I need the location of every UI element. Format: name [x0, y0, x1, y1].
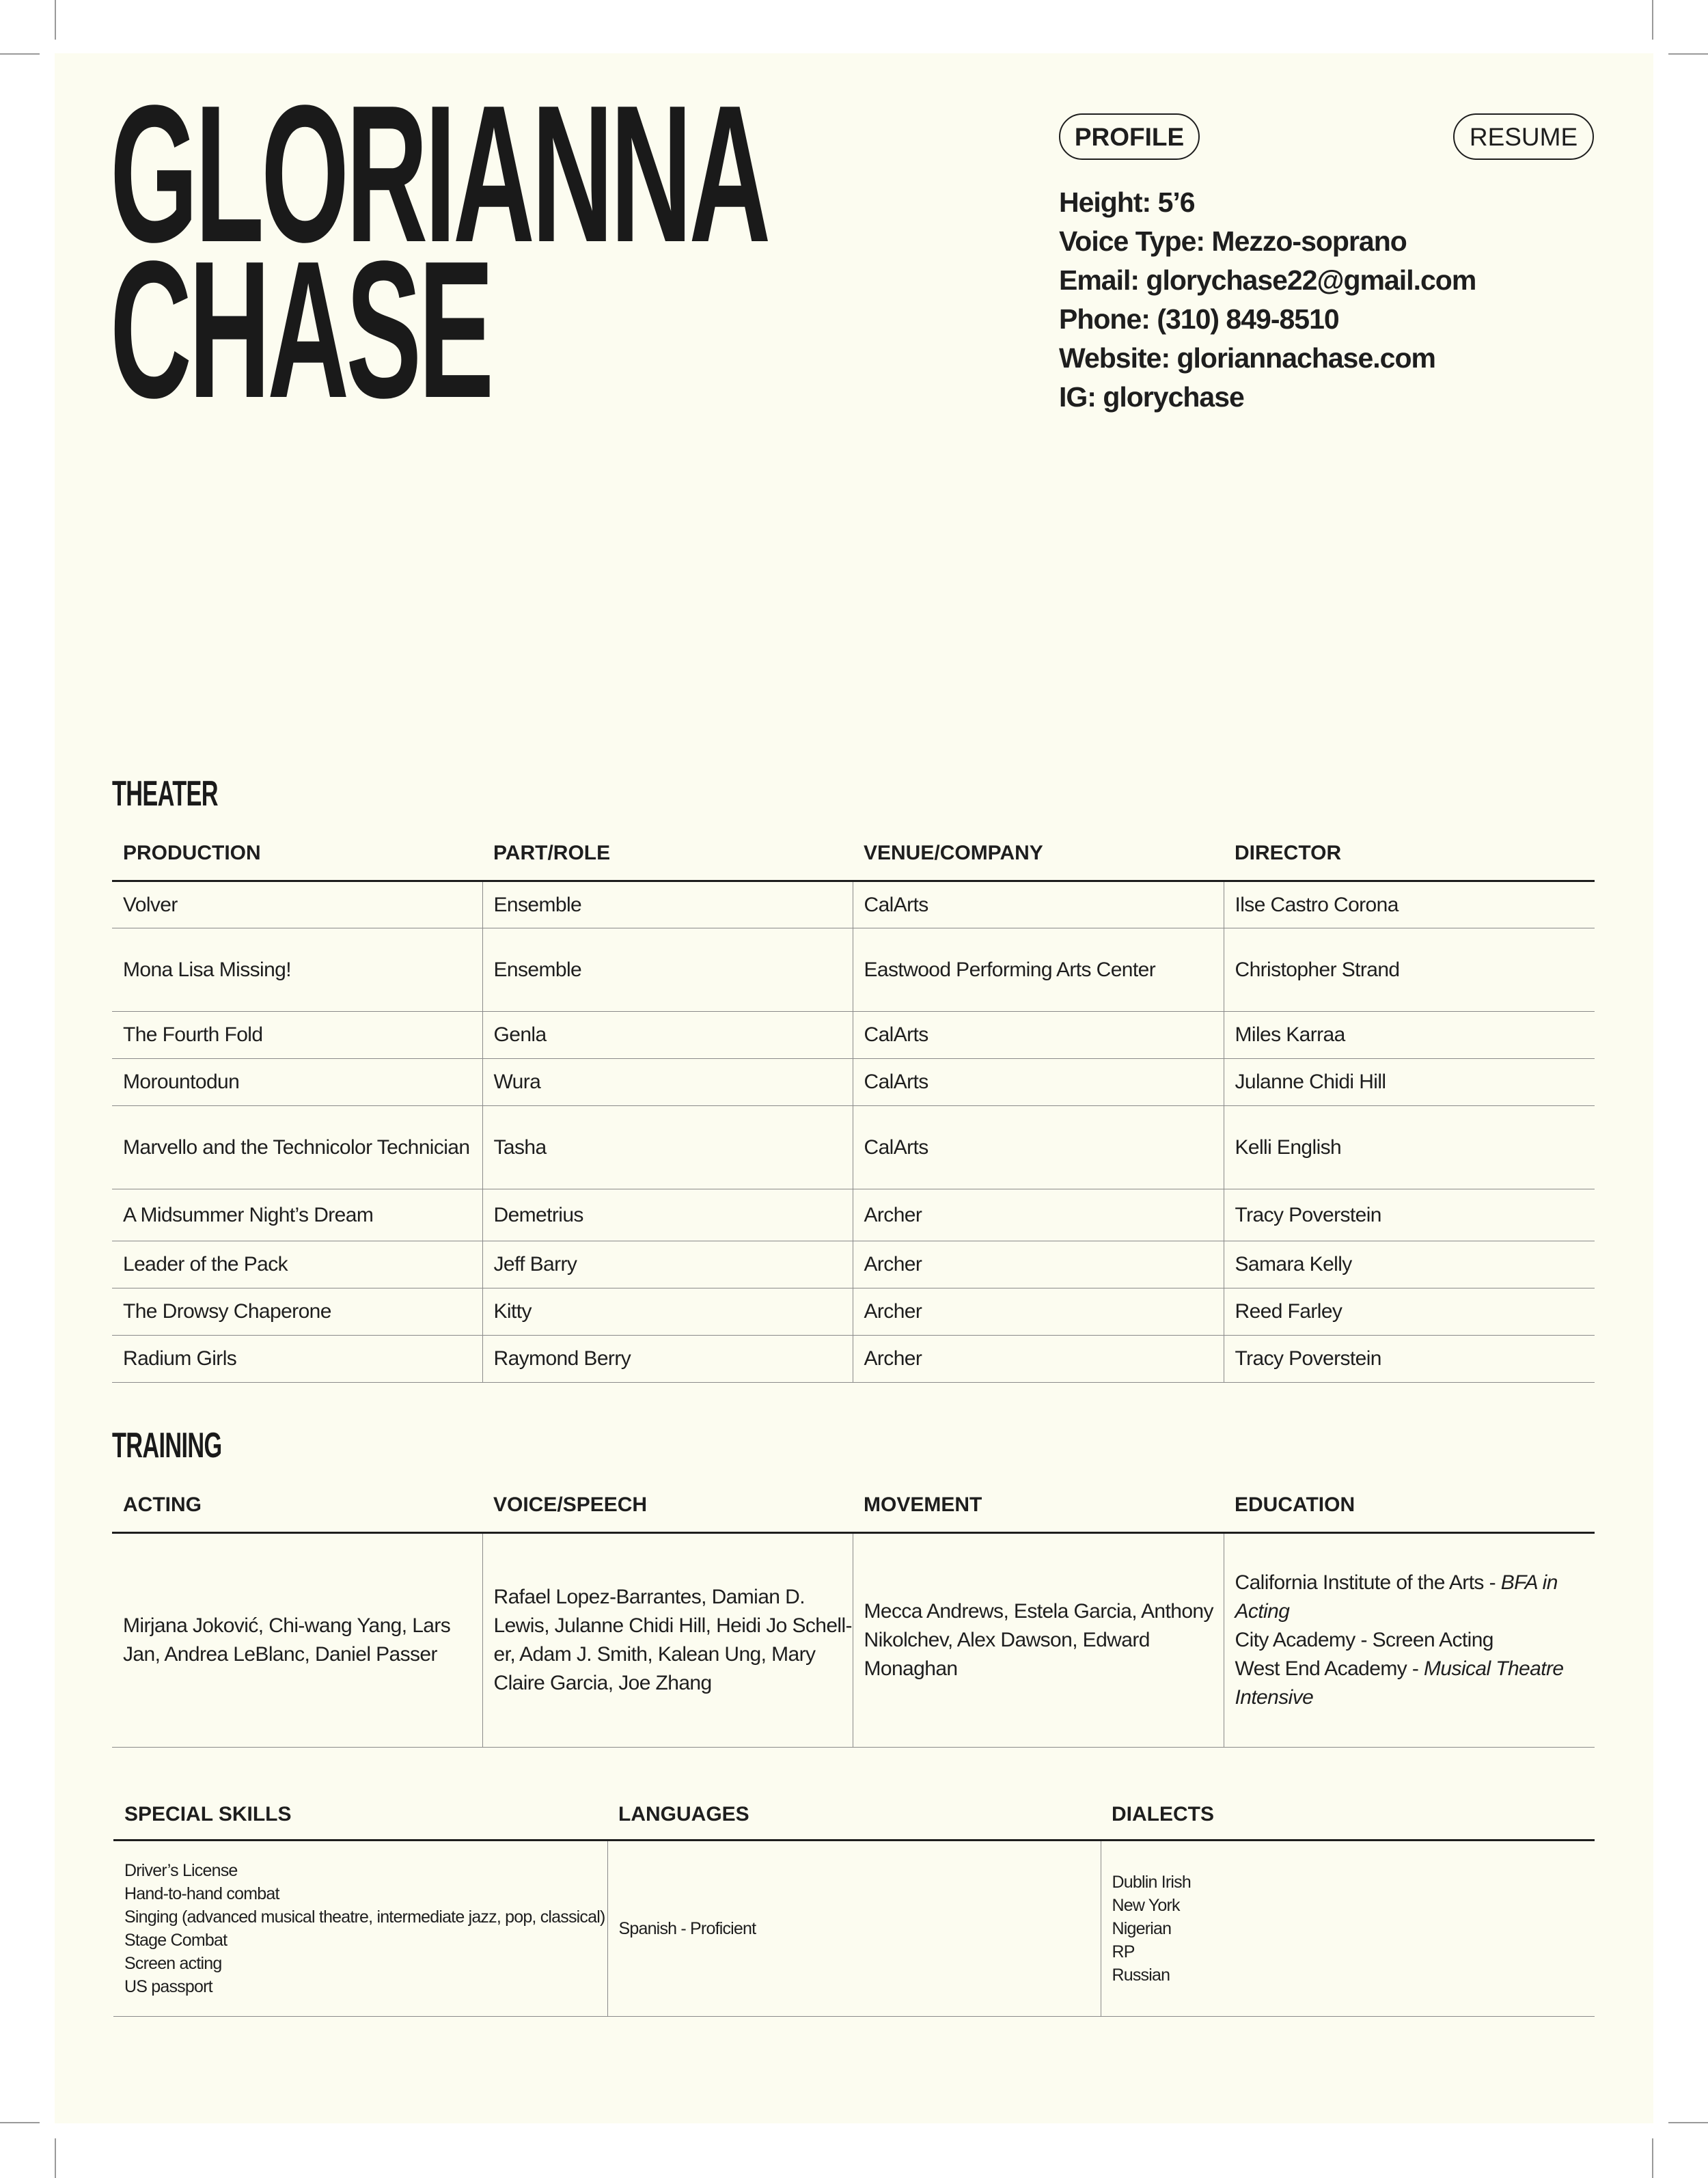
first-name: GLORIANNA — [110, 64, 768, 283]
role: Jeff Barry — [482, 1241, 853, 1288]
director: Kelli English — [1224, 1106, 1595, 1189]
crop-mark — [55, 2138, 56, 2178]
table-row — [112, 1059, 1595, 1106]
voice-teachers: Rafael Lopez-Barrantes, Damian D. Lewis, Julanne Chidi Hill, Heidi Jo Schell-er, Adam J. Smith, Kalean Ung, Mary Claire Garcia, Joe Zhang — [482, 1533, 853, 1748]
dialects-list — [1101, 1841, 1595, 2017]
column-header: DIRECTOR — [1224, 827, 1595, 881]
table-row — [112, 1241, 1595, 1288]
column-header: SPECIAL SKILLS — [113, 1790, 607, 1841]
venue: CalArts — [853, 1012, 1224, 1059]
table-header-row — [113, 1790, 1595, 1841]
column-header: PRODUCTION — [112, 827, 482, 881]
list-item: Russian — [1112, 1966, 1170, 1985]
education-list — [1224, 1533, 1595, 1748]
director: Miles Karraa — [1224, 1012, 1595, 1059]
crop-mark — [1668, 2122, 1708, 2123]
director: Samara Kelly — [1224, 1241, 1595, 1288]
list-item: Stage Combat — [124, 1931, 228, 1950]
venue: CalArts — [853, 1106, 1224, 1189]
theater-heading: THEATER — [112, 774, 218, 814]
role: Ensemble — [482, 928, 853, 1012]
venue: Archer — [853, 1336, 1224, 1383]
column-header: DIALECTS — [1101, 1790, 1595, 1841]
venue: CalArts — [853, 881, 1224, 928]
role: Demetrius — [482, 1189, 853, 1241]
table-row — [112, 1106, 1595, 1189]
role: Raymond Berry — [482, 1336, 853, 1383]
list-item: Nigerian — [1112, 1919, 1172, 1938]
list-item: New York — [1112, 1896, 1180, 1915]
table-row — [112, 1288, 1595, 1336]
table-row — [112, 881, 1595, 928]
languages: Spanish - Proficient — [607, 1841, 1101, 2017]
crop-mark — [55, 0, 56, 40]
crop-mark — [1652, 2138, 1653, 2178]
column-header: PART/ROLE — [482, 827, 853, 881]
training-table — [112, 1478, 1595, 1748]
production: The Fourth Fold — [112, 1012, 482, 1059]
director: Reed Farley — [1224, 1288, 1595, 1336]
list-item: RP — [1112, 1942, 1135, 1961]
column-header: EDUCATION — [1224, 1478, 1595, 1533]
table-header-row — [112, 827, 1595, 881]
director: Ilse Castro Corona — [1224, 881, 1595, 928]
production: A Midsummer Night’s Dream — [112, 1189, 482, 1241]
list-item: US passport — [124, 1977, 212, 1996]
column-header: VOICE/SPEECH — [482, 1478, 853, 1533]
crop-mark — [0, 53, 40, 55]
profile-details — [1059, 183, 1476, 417]
production: The Drowsy Chaperone — [112, 1288, 482, 1336]
phone[interactable]: Phone: (310) 849-8510 — [1059, 303, 1339, 335]
education-item: West End Academy - Musical Theatre Intensive — [1235, 1657, 1564, 1709]
director: Tracy Poverstein — [1224, 1336, 1595, 1383]
table-header-row — [112, 1478, 1595, 1533]
crop-mark — [1668, 53, 1708, 55]
list-item: Singing (advanced musical theatre, intermediate jazz, pop, classical) — [124, 1907, 605, 1927]
email[interactable]: Email: glorychase22@gmail.com — [1059, 264, 1476, 296]
movement-teachers: Mecca Andrews, Estela Garcia, Anthony Nikolchev, Alex Dawson, Edward Monaghan — [853, 1533, 1224, 1748]
role: Tasha — [482, 1106, 853, 1189]
education-item: City Academy - Screen Acting — [1235, 1629, 1493, 1651]
training-heading: TRAINING — [112, 1426, 222, 1465]
list-item: Screen acting — [124, 1954, 222, 1973]
height: Height: 5’6 — [1059, 187, 1195, 218]
special-skills-list — [113, 1841, 607, 2017]
production: Volver — [112, 881, 482, 928]
crop-mark — [1652, 0, 1653, 40]
production: Leader of the Pack — [112, 1241, 482, 1288]
table-row — [113, 1841, 1595, 2017]
role: Kitty — [482, 1288, 853, 1336]
role: Genla — [482, 1012, 853, 1059]
director: Christopher Strand — [1224, 928, 1595, 1012]
list-item: Dublin Irish — [1112, 1873, 1191, 1892]
production: Radium Girls — [112, 1336, 482, 1383]
theater-table — [112, 827, 1595, 1383]
resume-tab[interactable]: RESUME — [1453, 113, 1594, 160]
venue: Archer — [853, 1241, 1224, 1288]
table-row — [112, 1336, 1595, 1383]
acting-teachers: Mirjana Joković, Chi-wang Yang, Lars Jan, Andrea LeBlanc, Daniel Passer — [112, 1533, 482, 1748]
production: Mona Lisa Missing! — [112, 928, 482, 1012]
website[interactable]: Website: gloriannachase.com — [1059, 342, 1435, 374]
column-header: MOVEMENT — [853, 1478, 1224, 1533]
director: Julanne Chidi Hill — [1224, 1059, 1595, 1106]
venue: Archer — [853, 1288, 1224, 1336]
column-header: VENUE/COMPANY — [853, 827, 1224, 881]
role: Ensemble — [482, 881, 853, 928]
table-row — [112, 1012, 1595, 1059]
crop-mark — [0, 2122, 40, 2123]
role: Wura — [482, 1059, 853, 1106]
last-name: CHASE — [110, 220, 491, 439]
column-header: ACTING — [112, 1478, 482, 1533]
production: Morountodun — [112, 1059, 482, 1106]
education-item: California Institute of the Arts - BFA in Acting — [1235, 1571, 1558, 1623]
director: Tracy Poverstein — [1224, 1189, 1595, 1241]
profile-tab[interactable]: PROFILE — [1059, 113, 1200, 160]
list-item: Hand-to-hand combat — [124, 1884, 279, 1903]
production: Marvello and the Technicolor Technician — [112, 1106, 482, 1189]
table-row — [112, 1533, 1595, 1748]
table-row — [112, 928, 1595, 1012]
venue: CalArts — [853, 1059, 1224, 1106]
venue: Archer — [853, 1189, 1224, 1241]
voice-type: Voice Type: Mezzo-soprano — [1059, 225, 1407, 257]
instagram[interactable]: IG: glorychase — [1059, 381, 1244, 413]
venue: Eastwood Performing Arts Center — [853, 928, 1224, 1012]
table-row — [112, 1189, 1595, 1241]
column-header: LANGUAGES — [607, 1790, 1101, 1841]
list-item: Driver’s License — [124, 1861, 238, 1880]
skills-table — [113, 1790, 1595, 2017]
